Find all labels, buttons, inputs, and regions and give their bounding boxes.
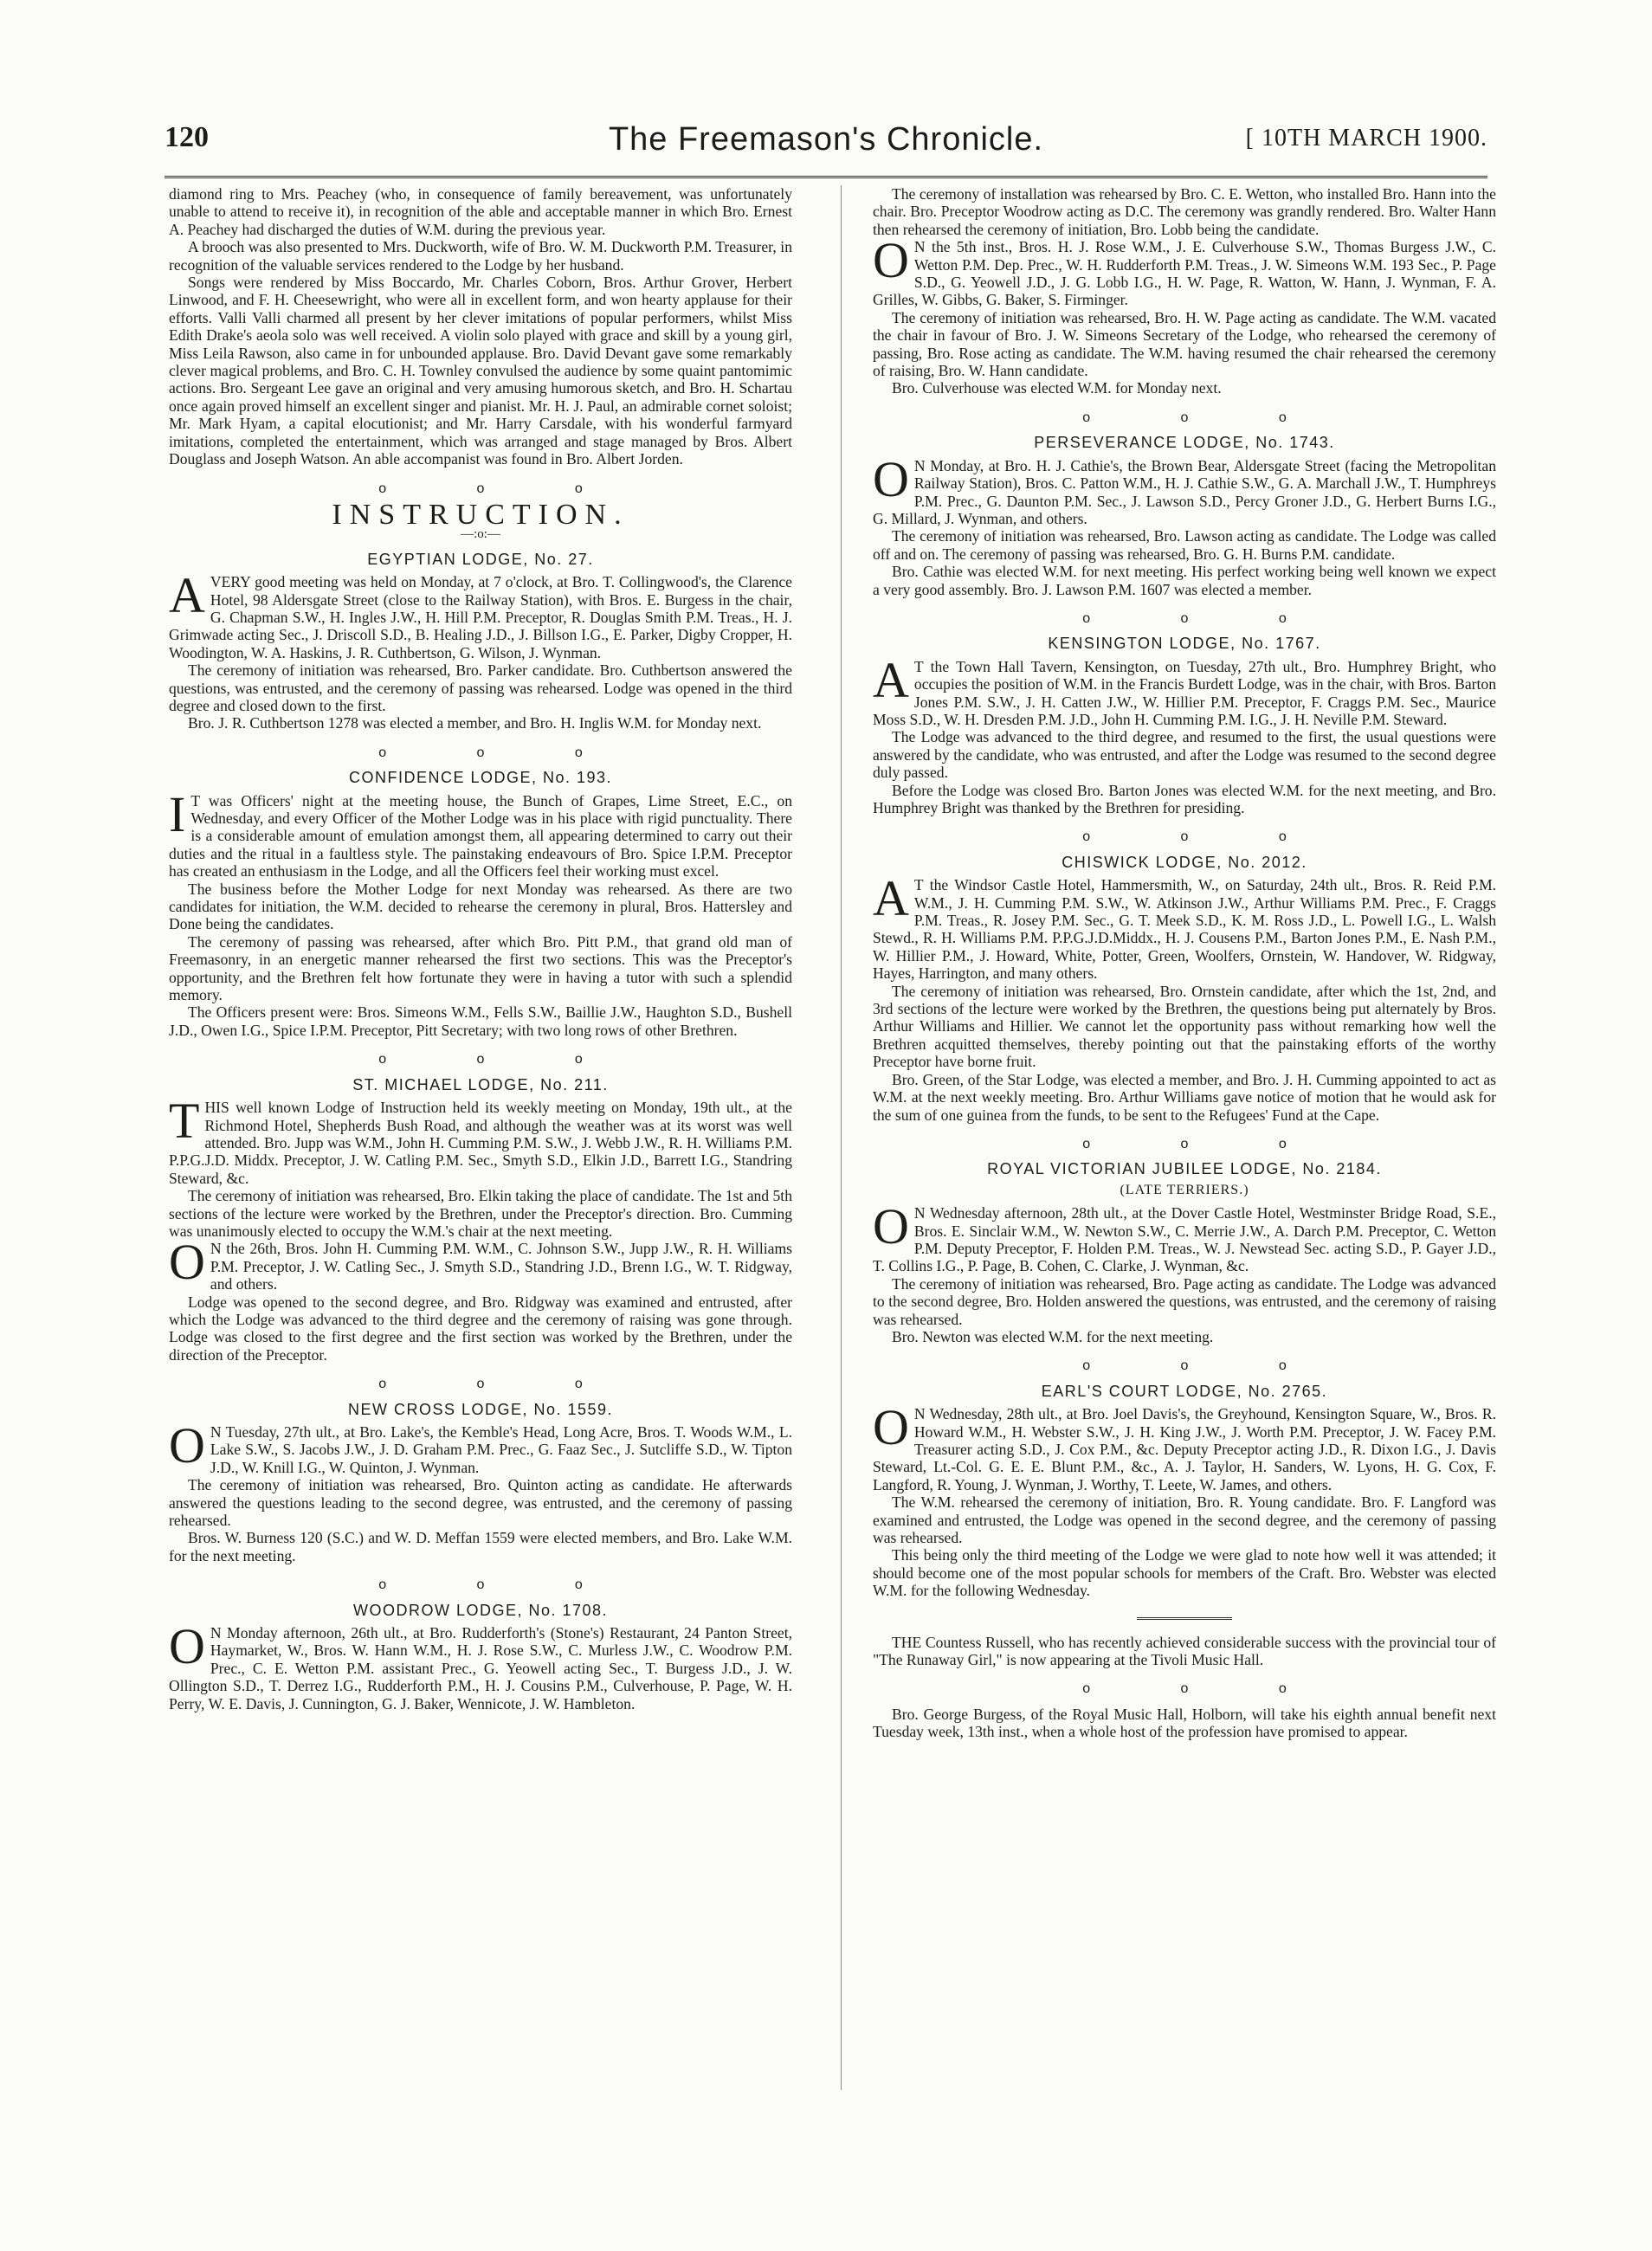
paragraph: The Lodge was advanced to the third degree, and resumed to the first, the usual questions were answered by the candidate, who was entrusted, and after the Lodge was resumed to the second degree duly passed.: [873, 728, 1496, 782]
section-separator: o o o: [378, 1577, 626, 1593]
lodge-heading-st-michael: ST. MICHAEL LODGE, No. 211.: [352, 1075, 609, 1093]
paragraph: O N the 5th inst., Bros. H. J. Rose W.M., J. E. Culverhouse S.W., Thomas Burgess J.W., C. Wetton P.M. Dep. Prec., W. H. Rudderforth P.M. Treas., J. W. Simeons W.M. 193 Sec., P. Page S.D., G. Yeowell J.D., J. G. Lobb I.G., H. W. Page, R. Watton, W. Hann, J. Wynman, F. A. Grilles, W. Gibbs, G. Baker, S. Firminger.: [873, 232, 1496, 309]
paragraph: A brooch was also presented to Mrs. Duckworth, wife of Bro. W. M. Duckworth P.M. Treasurer, in recognition of the valuable services rendered to the Lodge by her husband.: [169, 238, 792, 274]
lodge-heading-egyptian: EGYPTIAN LODGE, No. 27.: [367, 550, 594, 568]
paragraph: O N Tuesday, 27th ult., at Bro. Lake's, the Kemble's Head, Long Acre, Bros. T. Woods W.M., L. Lake S.W., S. Jacobs J.W., J. D. Graham P.M. Prec., G. Faaz Sec., J. Sutcliffe S.D., W. Tipton J.D., W. Knill I.G., W. Quinton, J. Wynman.: [169, 1417, 792, 1476]
paragraph: THE Countess Russell, who has recently achieved considerable success with the provincial tour of "The Runaway Girl," is now appearing at the Tivoli Music Hall.: [873, 1633, 1496, 1669]
section-separator: o o o: [1082, 410, 1330, 425]
section-separator: o o o: [378, 1052, 626, 1067]
lodge-heading-perseverance: PERSEVERANCE LODGE, No. 1743.: [1034, 434, 1335, 452]
lodge-heading-woodrow: WOODROW LODGE, No. 1708.: [352, 1601, 609, 1619]
right-column: [873, 185, 1496, 1741]
left-column: [169, 185, 792, 1712]
paragraph: THIS well known Lodge of Instruction held its weekly meeting on Monday, 19th ult., at the Richmond Hotel, Shepherds Bush Road, and although the weather was at its worst was well attended. Bro. Jupp was W.M., John H. Cumming P.M. S.W., J. Webb J.W., R. H. Williams P.M. P.P.G.J.D. Middx. Preceptor, J. W. Catling P.M. Sec., Smyth S.D., Elkin J.D., Barrett I.G., Standring Steward, &c.: [169, 1093, 792, 1187]
section-separator: o o o: [1082, 610, 1330, 626]
paragraph: This being only the third meeting of the Lodge we were glad to note how well it was attended; it should become one of the most popular schools for members of the Craft. Bro. Webster was elected W.M. for the following Wednesday.: [873, 1546, 1496, 1600]
paragraph: O N Monday, at Bro. H. J. Cathie's, the Brown Bear, Aldersgate Street (facing the Metropolitan Railway Station), Bros. C. Patton W.M., H. J. Cathie S.W., G. A. Marchall J.W., T. Humphreys P.M. Prec., G. Daunton P.M. Sec., J. Lawson S.D., Percy Groner J.D., G. Herbert Burns I.G., G. Millard, J. Wynman, and others.: [873, 450, 1496, 527]
paragraph: diamond ring to Mrs. Peachey (who, in consequence of family bereavement, was unfortunately unable to attend to receive it), in recognition of the able and acceptable manner in which Bro. Ernest A. Peachey had discharged the duties of W.M. during the previous year.: [169, 185, 792, 238]
paragraph: AVERY good meeting was held on Monday, at 7 o'clock, at Bro. T. Collingwood's, the Clarence Hotel, 98 Aldersgate Street (close to the Railway Station), with Bros. E. Burgess in the chair, G. Chapman S.W., H. Ingles J.W., H. Hill P.M. Preceptor, R. Douglas Smith P.M. Treas., H. J. Grimwade acting Sec., J. Driscoll S.D., B. Healing J.D., J. Billson I.G., E. Parker, Digby Cropper, H. Woodington, W. A. Haskins, J. R. Cuthbertson, G. Wilson, J. Wynman.: [169, 567, 792, 661]
paragraph: The ceremony of initiation was rehearsed, Bro. Quinton acting as candidate. He afterwards answered the questions leading to the second degree, was entrusted, and the ceremony of passing rehearsed.: [169, 1476, 792, 1530]
paragraph: The W.M. rehearsed the ceremony of initiation, Bro. R. Young candidate. Bro. F. Langford was examined and entrusted, the Lodge was opened in the second degree, and the ceremony of passing was rehearsed.: [873, 1493, 1496, 1547]
drop-cap: A: [873, 870, 909, 927]
paragraph: O N Wednesday, 28th ult., at Bro. Joel Davis's, the Greyhound, Kensington Square, W., Bros. R. Howard W.M., H. Webster S.W., J. H. King J.W., J. Worth P.M. Preceptor, J. W. Facey P.M. Treasurer acting S.D., J. Cox P.M., &c. Deputy Preceptor acting J.D., R. Dixon I.G., J. Davis Steward, Lt.-Col. G. E. E. Blunt P.M., &c., A. J. Taylor, H. Sanders, W. Lyons, H. G. Cox, F. Langford, R. Young, J. Wynman, J. Worthy, T. Leete, W. James, and others.: [873, 1399, 1496, 1493]
paragraph: Bro. Culverhouse was elected W.M. for Monday next.: [892, 379, 1222, 397]
drop-cap: O: [169, 1234, 205, 1291]
paragraph: The Officers present were: Bros. Simeons W.M., Fells S.W., Baillie J.W., Haughton S.D., Bushell J.D., Owen I.G., Spice I.P.M. Preceptor, Pitt Secretary; with two long rows of other Brethren.: [169, 1003, 792, 1039]
paragraph: Bro. Newton was elected W.M. for the next meeting.: [892, 1327, 1214, 1345]
paragraph: Bro. Green, of the Star Lodge, was elected a member, and Bro. J. H. Cumming appointed to act as W.M. at the next weekly meeting. Bro. Arthur Williams gave notice of motion that he would ask for the sum of one guinea from the funds, to be sent to the Refugees' Fund at the Cape.: [873, 1070, 1496, 1124]
paragraph: A T the Windsor Castle Hotel, Hammersmith, W., on Saturday, 24th ult., Bros. R. Reid P.M. W.M., J. H. Cumming P.M. S.W., W. Atkinson J.W., Arthur Williams P.M. Prec., F. Craggs P.M. Treas., R. Josey P.M. Sec., G. T. Meek S.D., K. M. Ross J.D., L. Powell I.G., L. Walsh Stewd., R. H. Williams P.M. P.P.G.J.D.Middx., H. J. Cousens P.M., Barton Jones P.M., E. Nash P.M., W. Hillier P.M., J. Howard, White, Potter, Green, Woolfers, Ornstein, W. Handover, W. Ridgway, Hayes, Harrington, and many others.: [873, 870, 1496, 983]
drop-cap: O: [169, 1618, 205, 1675]
header-rule: [165, 176, 1487, 178]
lodge-heading-new-cross: NEW CROSS LODGE, No. 1559.: [347, 1400, 614, 1418]
page-number: 120: [165, 121, 209, 153]
paragraph: Before the Lodge was closed Bro. Barton Jones was elected W.M. for the next meeting, and Bro. Humphrey Bright was thanked by the Brethren for presiding.: [873, 781, 1496, 816]
drop-cap: A: [169, 567, 205, 624]
section-separator: o o o: [1082, 1358, 1330, 1374]
lodge-heading-royal-victorian: ROYAL VICTORIAN JUBILEE LODGE, No. 2184.: [987, 1160, 1382, 1178]
paragraph: O N Monday afternoon, 26th ult., at Bro. Rudderforth's (Stone's) Restaurant, 24 Panton Street, Haymarket, W., Bros. W. Hann W.M., H. J. Rose S.W., C. Murless J.W., C. Woodrow P.M. Prec., C. E. Wetton P.M. assistant Prec., G. Yeowell acting Sec., T. Burgess J.D., J. W. Ollington S.D., T. Derrez I.G., Rudderforth P.M., H. J. Cousins P.M., Culverhouse, P. Page, W. H. Perry, W. E. Davis, J. Cunnington, G. J. Baker, Wennicote, J. W. Hambleton.: [169, 1618, 792, 1712]
section-separator: o o o: [378, 481, 626, 496]
paragraph: The ceremony of initiation was rehearsed, Bro. H. W. Page acting as candidate. The W.M. vacated the chair in favour of Bro. J. W. Simeons Secretary of the Lodge, who rehearsed the ceremony of passing, Bro. Rose acting as candidate. The W.M. having resumed the chair rehearsed the ceremony of raising, Bro. W. Hann candidate.: [873, 308, 1496, 380]
section-separator: o o o: [1082, 1136, 1330, 1151]
drop-cap: O: [873, 450, 909, 507]
paragraph: The ceremony of initiation was rehearsed, Bro. Lawson acting as candidate. The Lodge was called off and on. The ceremony of passing was rehearsed, Bro. G. H. Burns P.M. candidate.: [873, 527, 1496, 563]
paragraph: The ceremony of initiation was rehearsed, Bro. Ornstein candidate, after which the 1st, 2nd, and 3rd sections of the lecture were worked by the Brethren, the questions being put alternately by Bros. Arthur Williams and Hillier. We cannot let the opportunity pass without remarking how well the Brethren acquitted themselves, thereby pointing out that the painstaking efforts of the worthy Preceptor have borne fruit.: [873, 982, 1496, 1071]
lodge-heading-kensington: KENSINGTON LODGE, No. 1767.: [1048, 635, 1321, 653]
section-separator: o o o: [378, 1377, 626, 1392]
section-separator: o o o: [1082, 1681, 1330, 1697]
paragraph: Bro. George Burgess, of the Royal Music Hall, Holborn, will take his eighth annual benefit next Tuesday week, 13th inst., when a whole host of the profession have promised to appear.: [873, 1705, 1496, 1741]
section-separator: o o o: [378, 745, 626, 760]
ornament: —:o:—: [461, 527, 500, 542]
paragraph: I T was Officers' night at the meeting house, the Bunch of Grapes, Lime Street, E.C., on Wednesday, and every Officer of the Mother Lodge was in his place with rigid punctuality. There is a considerable amount of emulation amongst them, all appearing determined to carry out their duties and the ritual in a faultless style. The painstaking endeavours of Bro. Spice I.P.M. Preceptor has created an enthusiasm in the Lodge, and all the Officers feel their working must excel.: [169, 785, 792, 880]
instruction-heading: INSTRUCTION.: [332, 498, 629, 531]
newspaper-title: The Freemason's Chronicle.: [608, 121, 1044, 158]
paragraph: The ceremony of installation was rehearsed by Bro. C. E. Wetton, who installed Bro. Hann into the chair. Bro. Preceptor Woodrow acting as D.C. The ceremony was grandly rendered. Bro. Walter Hann then rehearsed the ceremony of initiation, Bro. Lobb being the candidate.: [873, 185, 1496, 238]
paragraph: Bro. Cathie was elected W.M. for next meeting. His perfect working being well known we expect a very good assembly. Bro. J. Lawson P.M. 1607 was elected a member.: [873, 563, 1496, 598]
page-header: [165, 121, 1487, 173]
paragraph: The ceremony of passing was rehearsed, after which Bro. Pitt P.M., that grand old man of Freemasonry, in an energetic manner rehearsed the first two sections. This was the Preceptor's opportunity, and the Brethren felt how fortunate they were in having a tutor with such a splendid memory.: [169, 932, 792, 1004]
paragraph: Lodge was opened to the second degree, and Bro. Ridgway was examined and entrusted, after which the Lodge was advanced to the third degree and the ceremony of raising was gone through. Lodge was closed to the first degree and the first section was worked by the Brethren, under the direction of the Preceptor.: [169, 1293, 792, 1364]
paragraph: Bros. W. Burness 120 (S.C.) and W. D. Meffan 1559 were elected members, and Bro. Lake W.M. for the next meeting.: [169, 1529, 792, 1564]
lodge-heading-chiswick: CHISWICK LODGE, No. 2012.: [1062, 853, 1307, 871]
drop-cap: T: [169, 1093, 200, 1150]
drop-cap: A: [873, 651, 909, 708]
drop-cap: O: [873, 1198, 909, 1255]
section-separator: o o o: [1082, 829, 1330, 845]
paragraph: The business before the Mother Lodge for next Monday was rehearsed. As there are two candidates for initiation, the W.M. decided to rehearse the ceremony in plural, Bros. Hattersley and Done being the candidates.: [169, 880, 792, 933]
drop-cap: O: [873, 232, 909, 289]
lodge-subheading: (LATE TERRIERS.): [1120, 1182, 1249, 1197]
issue-date: [ 10TH MARCH 1900.: [1245, 125, 1487, 152]
paragraph: O N Wednesday afternoon, 28th ult., at the Dover Castle Hotel, Westminster Bridge Road, S.E., Bros. E. Sinclair W.M., W. Newton S.W., C. Merrie J.W., A. Darch P.M. Preceptor, C. Wetton P.M. Deputy Preceptor, F. Holden P.M. Treas., W. J. Newstead Sec. acting S.D., P. Gayer J.D., T. Collins I.G., P. Page, B. Cohen, C. Clarke, J. Wynman, &c.: [873, 1198, 1496, 1275]
drop-cap: O: [873, 1399, 909, 1456]
lodge-heading-confidence: CONFIDENCE LODGE, No. 193.: [348, 769, 613, 787]
paragraph: The ceremony of initiation was rehearsed, Bro. Page acting as candidate. The Lodge was advanced to the second degree, Bro. Holden answered the questions, was entrusted, and the ceremony of raising was rehearsed.: [873, 1274, 1496, 1328]
drop-cap: O: [169, 1417, 205, 1474]
paragraph: Songs were rendered by Miss Boccardo, Mr. Charles Coborn, Bros. Arthur Grover, Herbert Linwood, and F. H. Cheesewright, who were all in excellent form, and won hearty applause for their efforts. Valli Valli charmed all present by her clever imitations of popular performers, whilst Miss Edith Drake's aeola solo was well received. A violin solo played with grace and skill by a young girl, Miss Leila Rawson, also came in for unbounded applause. Bro. David Devant gave some remarkably clever magical problems, and Bro. C. H. Townley convulsed the audience by some quaint pantomimic actions. Bro. Sergeant Lee gave an original and very amusing humorous sketch, and Bro. H. Schartau once again proved himself an excellent singer and pianist. Mr. H. J. Paul, an admirable cornet soloist; Mr. Mark Hyam, a capital elocutionist; and Mr. Harry Carsdale, with his wonderful farmyard imitations, completed the entertainment, which was arranged and stage managed by Bros. Albert Douglass and Joseph Watson. An able accompanist was found in Bro. Albert Jorden.: [169, 274, 792, 468]
paragraph: Bro. J. R. Cuthbertson 1278 was elected a member, and Bro. H. Inglis W.M. for Monday next.: [188, 714, 762, 732]
lodge-heading-earls-court: EARL'S COURT LODGE, No. 2765.: [1041, 1382, 1328, 1400]
short-rule: [1137, 1617, 1232, 1620]
paragraph: The ceremony of initiation was rehearsed, Bro. Elkin taking the place of candidate. The 1st and 5th sections of the lecture were worked by the Brethren, under the Preceptor's direction. Bro. Cumming was unanimously elected to occupy the W.M.'s chair at the next meeting.: [169, 1187, 792, 1240]
column-divider: [841, 185, 842, 2090]
drop-cap: I: [169, 785, 186, 842]
paragraph: A T the Town Hall Tavern, Kensington, on Tuesday, 27th ult., Bro. Humphrey Bright, who occupies the position of W.M. in the Francis Burdett Lodge, was in the chair, with Bros. Barton Jones P.M. S.W., J. H. Catten J.W., W. Hillier P.M. Preceptor, F. Craggs P.M. Sec., Maurice Moss S.D., W. H. Dresden P.M. J.D., John H. Cumming P.M. I.G., J. H. Neville P.M. Steward.: [873, 651, 1496, 728]
paragraph: O N the 26th, Bros. John H. Cumming P.M. W.M., C. Johnson S.W., Jupp J.W., R. H. Williams P.M. Preceptor, J. W. Catling Sec., J. Smyth S.D., Standring J.D., Brenn I.G., W. T. Ridgway, and others.: [169, 1234, 792, 1293]
paragraph: The ceremony of initiation was rehearsed, Bro. Parker candidate. Bro. Cuthbertson answered the questions, was entrusted, and the ceremony of passing was rehearsed. Lodge was opened in the third degree and closed down to the first.: [169, 661, 792, 714]
